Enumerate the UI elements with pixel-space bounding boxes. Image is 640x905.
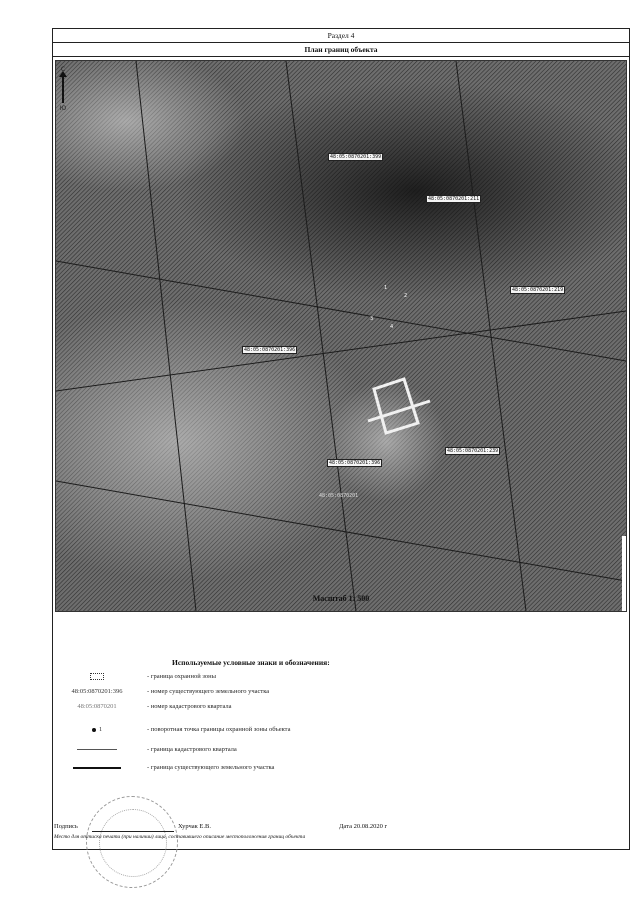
turning-point-icon — [92, 728, 96, 732]
signature-label: Подпись — [54, 823, 78, 830]
signature-date: Дата 20.08.2020 г — [339, 823, 388, 830]
legend-text: - номер существующего земельного участка — [147, 688, 270, 695]
plan-title: План границ объекта — [53, 43, 629, 57]
legend-text: - граница кадастрового квартала — [147, 746, 237, 753]
map-graphic — [56, 61, 626, 611]
stamp-icon — [86, 796, 178, 888]
quarter-label: 48:05:0870201 — [319, 493, 359, 499]
signer-name: Хурчак Е.В. — [178, 823, 211, 830]
north-arrow — [56, 66, 70, 118]
zone-boundary-icon — [90, 673, 104, 680]
legend-text: - номер кадастрового квартала — [147, 703, 232, 710]
legend-text: - граница охранной зоны — [147, 673, 216, 680]
parcel-label: 48:05:0870201:219 — [512, 287, 564, 293]
parcel-label: 48:05:0870201:396 — [244, 347, 296, 353]
legend-symbol-text: 1 — [99, 726, 103, 733]
south-label: Ю — [59, 105, 67, 112]
boundary-point: 4 — [390, 324, 394, 330]
legend-symbol: 48:05:0870201:396 — [71, 688, 123, 695]
parcel-boundary-icon — [73, 767, 121, 769]
boundary-point: 3 — [370, 316, 374, 322]
parcel-label: 48:05:0870201:396 — [329, 460, 381, 466]
parcel-label: 48:05:0870201:211 — [428, 196, 480, 202]
parcel-label: 48:05:0870201:399 — [330, 154, 382, 160]
legend-symbol — [52, 726, 142, 733]
legend-symbol — [52, 746, 142, 753]
legend-text: - поворотная точка границы охранной зоны объекта — [147, 726, 291, 733]
stamp-note: Место для оттиска печати (при наличии) лица, составившего описание местоположения границ объекта — [54, 834, 306, 840]
parcel-label: 48:05:0870201:239 — [447, 448, 499, 454]
arrow-icon — [62, 75, 64, 103]
boundary-point: 1 — [384, 285, 388, 291]
legend-symbol — [52, 673, 142, 680]
north-label: С — [60, 66, 66, 73]
boundary-point: 2 — [404, 293, 408, 299]
legend-symbol: 48:05:0870201 — [77, 703, 117, 710]
legend-text: - граница существующего земельного участка — [147, 764, 275, 771]
signature-line — [92, 831, 174, 832]
legend-symbol — [52, 764, 142, 771]
map-image — [55, 60, 627, 612]
legend-title: Используемые условные знаки и обозначения: — [172, 658, 330, 667]
quarter-boundary-icon — [77, 749, 117, 750]
scale-label: Масштаб 1: 500 — [312, 594, 370, 603]
section-header: Раздел 4 — [53, 29, 629, 43]
